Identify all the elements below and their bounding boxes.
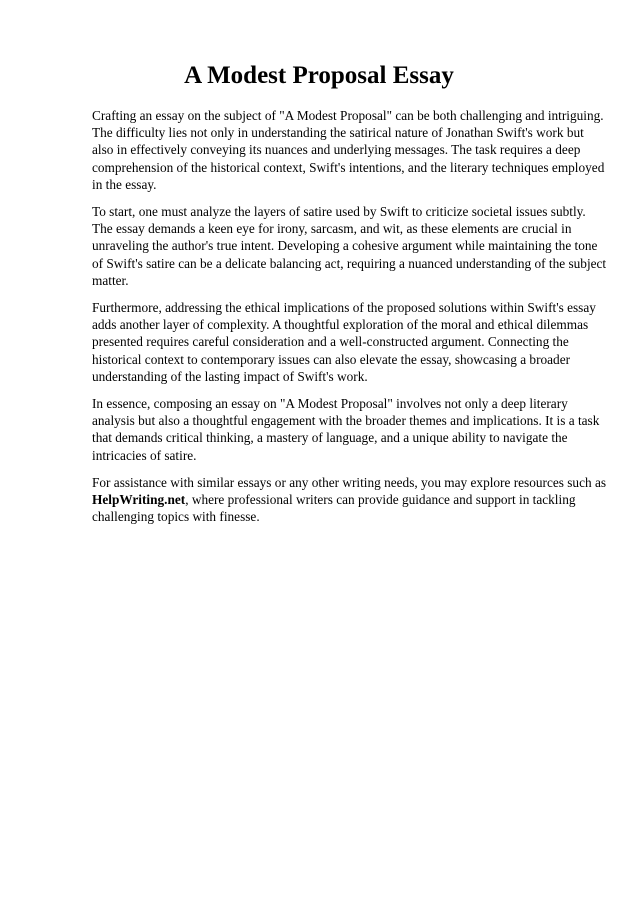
paragraph-assistance (92, 474, 608, 526)
paragraph-analysis: To start, one must analyze the layers of satire used by Swift to criticize societal issues subtly. The essay demands a keen eye for irony, sarcasm, and wit, as these elements are crucial in unraveling the author's true intent. Developing a cohesive argument while maintaining the tone of Swift's satire can be a delicate balancing act, requiring a nuanced understanding of the subject matter. (92, 204, 607, 288)
document-title: A Modest Proposal Essay (184, 62, 454, 89)
paragraph-intro: Crafting an essay on the subject of "A Modest Proposal" can be both challenging and intriguing. The difficulty lies not only in understanding the satirical nature of Jonathan Swift's work but also in effectively conveying its nuances and underlying messages. The task requires a deep comprehension of the historical context, Swift's intentions, and the literary techniques employed in the essay. (92, 108, 605, 192)
helpwriting-link[interactable]: HelpWriting.net (92, 492, 186, 508)
assistance-tail-text: , where professional writers can provide guidance and support in tackling challenging topics with finesse. (92, 492, 576, 525)
assistance-lead-text: For assistance with similar essays or any other writing needs, you may explore resources such as (92, 474, 607, 490)
paragraph-ethics: Furthermore, addressing the ethical implications of the proposed solutions within Swift's essay adds another layer of complexity. A thoughtful exploration of the moral and ethical dilemmas presented requires careful consideration and a well-constructed argument. Connecting the historical context to contemporary issues can also elevate the essay, showcasing a broader understanding of the lasting impact of Swift's work. (92, 300, 596, 384)
paragraph-essence: In essence, composing an essay on "A Modest Proposal" involves not only a deep literary analysis but also a thoughtful engagement with the broader themes and implications. It is a task that demands critical thinking, a mastery of language, and a unique ability to navigate the intricacies of satire. (92, 396, 600, 463)
